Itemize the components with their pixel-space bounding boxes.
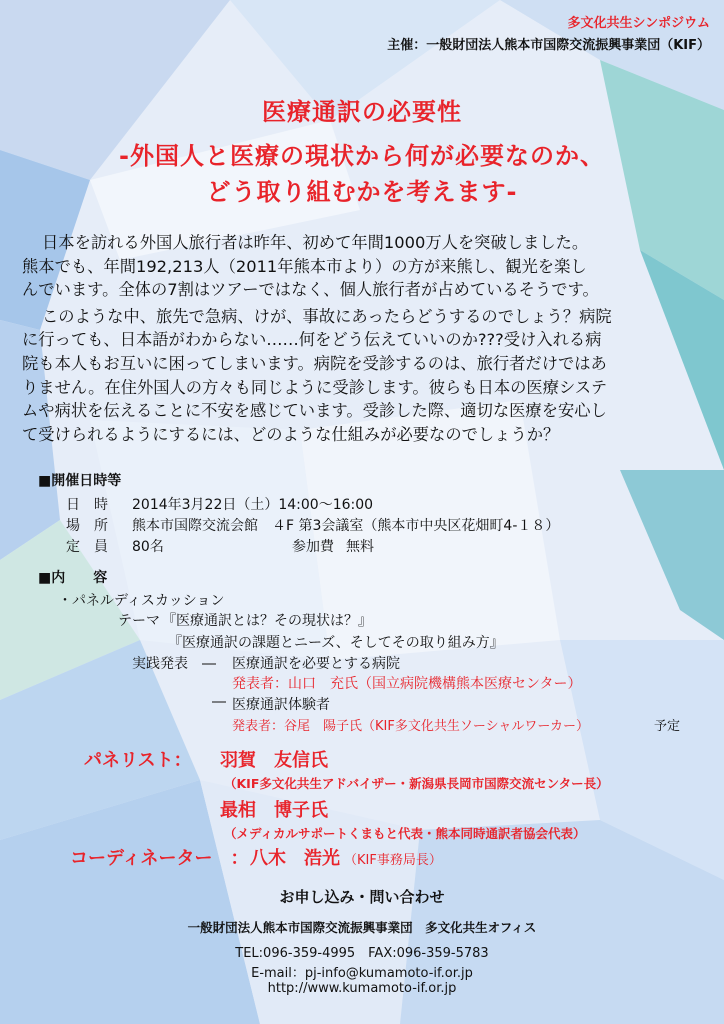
contact-tel-fax: TEL:096-359-4995 FAX:096-359-5783 [235, 946, 489, 961]
content-heading: ■内 容 [38, 570, 108, 586]
practice-2-presenter: 発表者：谷尾 陽子氏（KIF多文化共生ソーシャルワーカー） [232, 719, 590, 734]
title-line-1: 医療通訳の必要性 [262, 98, 462, 126]
title-line-2: -外国人と医療の現状から何が必要なのか、 [119, 142, 605, 170]
capacity-label: 定 員 [66, 539, 108, 555]
panelist-2-name: 最相 博子氏 [220, 800, 328, 821]
theme-label: テーマ [118, 613, 160, 629]
practice-2-title: 医療通訳体験者 [232, 697, 330, 713]
intro-line: 日本を訪れる外国人旅行者は昨年、初めて年間1000万人を突破しました。 [42, 233, 589, 252]
practice-label: 実践発表 ― [132, 656, 216, 672]
panelist-1-name: 羽賀 友信氏 [220, 750, 328, 771]
intro-line: このような中、旅先で急病、けが、事故にあったらどうするのでしょう？病院 [42, 307, 612, 326]
practice-1-title: 医療通訳を必要とする病院 [232, 656, 400, 672]
practice-2-note: 予定 [654, 719, 681, 734]
title-line-3: どう取り組むかを考えます- [206, 178, 518, 206]
contact-organization: 一般財団法人熊本市国際交流振興事業団 多文化共生オフィス [187, 920, 537, 935]
content-item: ・パネルディスカッション [58, 593, 225, 609]
intro-line: ムや病状を伝えることに不安を感じています。受診した際、適切な医療を安心し [22, 401, 607, 420]
theme-1: 『医療通訳とは？その現状は？』 [162, 613, 372, 629]
organizer: 主催：一般財団法人熊本市国際交流振興事業団（KIF） [387, 38, 710, 53]
contact-heading: お申し込み・問い合わせ [279, 888, 445, 906]
practice-2-dash: ― [212, 694, 226, 710]
practice-1-presenter: 発表者：山口 充氏（国立病院機構熊本医療センター） [232, 676, 582, 692]
coordinator-affiliation: （KIF事務局長） [344, 853, 442, 868]
place-value: 熊本市国際交流会館 ４F 第3会議室（熊本市中央区花畑町4-１８） [132, 518, 560, 534]
capacity-value: 80名 [132, 539, 164, 555]
place-label: 場 所 [66, 518, 108, 534]
fee-value: 無料 [346, 539, 374, 555]
datetime-value: 2014年3月22日（土）14:00～16:00 [132, 497, 374, 513]
contact-website-link[interactable]: http://www.kumamoto-if.or.jp [267, 981, 457, 996]
intro-line: て受けられるようにするには、どのような仕組みが必要なのでしょうか？ [22, 425, 560, 444]
intro-line: 院も本人もお互いに困ってしまいます。病院を受診するのは、旅行者だけではあ [22, 354, 607, 373]
panelist-1-affiliation: （KIF多文化共生アドバイザー・新潟県長岡市国際交流センター長） [224, 776, 609, 791]
intro-line: んでいます。全体の7割はツアーではなく、個人旅行者が占めているそうです。 [22, 280, 599, 299]
coordinator-label: コーディネーター ： [70, 848, 249, 869]
panelist-label: パネリスト： [84, 750, 192, 771]
contact-email-link[interactable]: E-mail：pj-info@kumamoto-if.or.jp [251, 966, 473, 981]
intro-line: 熊本でも、年間192,213人（2011年熊本市より）の方が来熊し、観光を楽し [22, 257, 587, 276]
coordinator-name: 八木 浩光 [250, 848, 340, 869]
intro-line: に行っても、日本語がわからない……何をどう伝えていいのか???受け入れる病 [22, 330, 602, 349]
panelist-2-affiliation: （メディカルサポートくまもと代表・熊本同時通訳者協会代表） [224, 826, 586, 841]
schedule-heading: ■開催日時等 [38, 473, 122, 489]
intro-line: りません。在住外国人の方々も同じように受診します。彼らも日本の医療システ [22, 378, 607, 397]
event-type: 多文化共生シンポジウム [567, 16, 710, 31]
fee-label: 参加費 [292, 539, 334, 555]
theme-2: 『医療通訳の課題とニーズ、そしてその取り組み方』 [168, 635, 504, 651]
datetime-label: 日 時 [66, 497, 108, 513]
